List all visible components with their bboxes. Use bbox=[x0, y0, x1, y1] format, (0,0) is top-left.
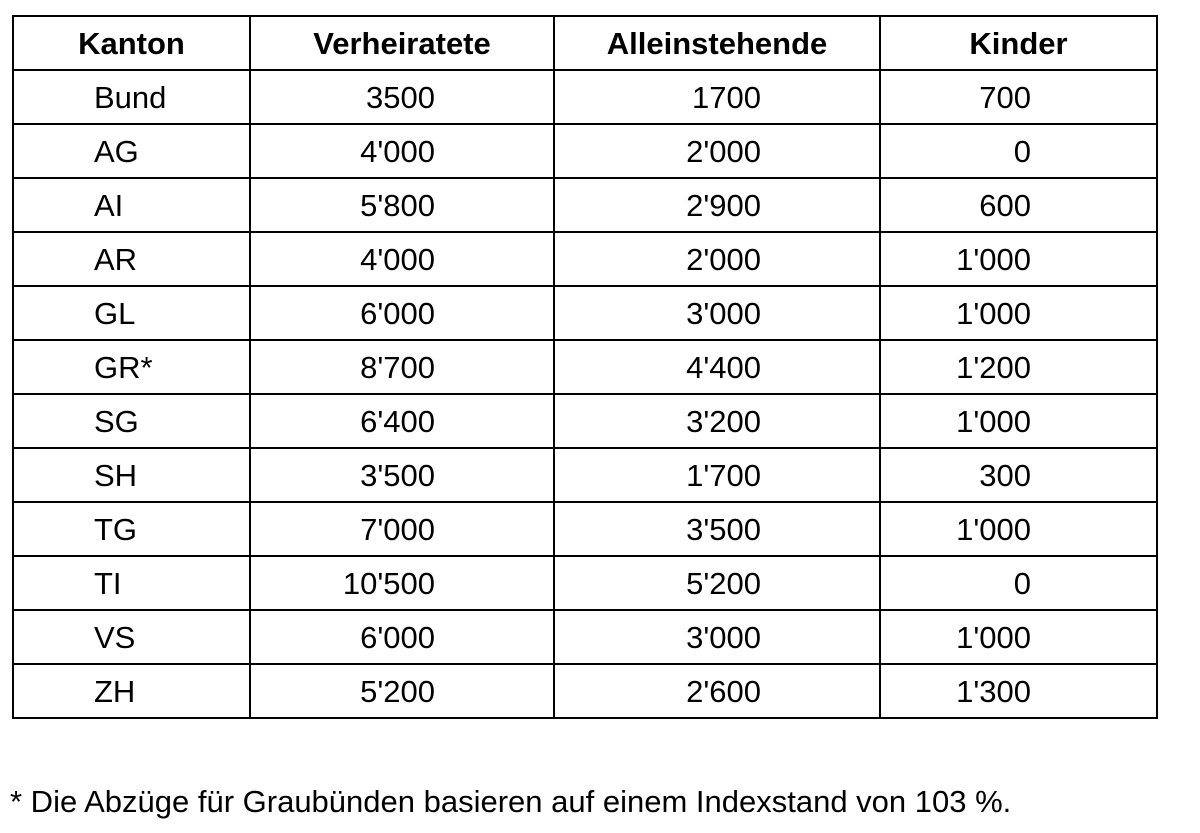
cell-kinder: 1'000 bbox=[880, 394, 1157, 448]
header-verheiratete: Verheiratete bbox=[250, 16, 554, 70]
cell-kanton: SH bbox=[13, 448, 250, 502]
cell-kanton: AR bbox=[13, 232, 250, 286]
cell-kinder: 1'200 bbox=[880, 340, 1157, 394]
cell-kanton: GR* bbox=[13, 340, 250, 394]
cell-alleinstehende: 3'500 bbox=[554, 502, 880, 556]
cell-verheiratete: 10'500 bbox=[250, 556, 554, 610]
deductions-table bbox=[12, 15, 1158, 719]
cell-alleinstehende: 1700 bbox=[554, 70, 880, 124]
cell-verheiratete: 3'500 bbox=[250, 448, 554, 502]
table-row bbox=[13, 232, 1157, 286]
header-kanton: Kanton bbox=[13, 16, 250, 70]
cell-verheiratete: 5'800 bbox=[250, 178, 554, 232]
cell-alleinstehende: 2'900 bbox=[554, 178, 880, 232]
cell-kanton: VS bbox=[13, 610, 250, 664]
cell-kanton: Bund bbox=[13, 70, 250, 124]
cell-kanton: ZH bbox=[13, 664, 250, 718]
cell-kanton: GL bbox=[13, 286, 250, 340]
cell-kinder: 1'000 bbox=[880, 502, 1157, 556]
table-row bbox=[13, 340, 1157, 394]
cell-kinder: 600 bbox=[880, 178, 1157, 232]
cell-verheiratete: 7'000 bbox=[250, 502, 554, 556]
cell-verheiratete: 4'000 bbox=[250, 232, 554, 286]
cell-alleinstehende: 5'200 bbox=[554, 556, 880, 610]
table-row bbox=[13, 556, 1157, 610]
cell-verheiratete: 6'400 bbox=[250, 394, 554, 448]
header-kinder: Kinder bbox=[880, 16, 1157, 70]
cell-verheiratete: 4'000 bbox=[250, 124, 554, 178]
cell-kanton: AI bbox=[13, 178, 250, 232]
cell-verheiratete: 6'000 bbox=[250, 610, 554, 664]
cell-verheiratete: 8'700 bbox=[250, 340, 554, 394]
cell-kinder: 1'000 bbox=[880, 286, 1157, 340]
cell-alleinstehende: 2'000 bbox=[554, 124, 880, 178]
table-row bbox=[13, 70, 1157, 124]
cell-alleinstehende: 3'000 bbox=[554, 610, 880, 664]
cell-kinder: 0 bbox=[880, 124, 1157, 178]
cell-alleinstehende: 2'000 bbox=[554, 232, 880, 286]
cell-kinder: 1'300 bbox=[880, 664, 1157, 718]
table-row bbox=[13, 178, 1157, 232]
cell-verheiratete: 3500 bbox=[250, 70, 554, 124]
cell-kanton: SG bbox=[13, 394, 250, 448]
footnote: * Die Abzüge für Graubünden basieren auf einem Indexstand von 103 %. bbox=[10, 784, 1012, 819]
table-row bbox=[13, 286, 1157, 340]
table-row bbox=[13, 394, 1157, 448]
cell-verheiratete: 5'200 bbox=[250, 664, 554, 718]
cell-kanton: TI bbox=[13, 556, 250, 610]
cell-verheiratete: 6'000 bbox=[250, 286, 554, 340]
cell-alleinstehende: 4'400 bbox=[554, 340, 880, 394]
table-row bbox=[13, 610, 1157, 664]
cell-kinder: 300 bbox=[880, 448, 1157, 502]
table-row bbox=[13, 664, 1157, 718]
cell-kanton: AG bbox=[13, 124, 250, 178]
header-row bbox=[13, 16, 1157, 70]
cell-alleinstehende: 1'700 bbox=[554, 448, 880, 502]
table-row bbox=[13, 124, 1157, 178]
cell-kanton: TG bbox=[13, 502, 250, 556]
header-alleinstehende: Alleinstehende bbox=[554, 16, 880, 70]
cell-alleinstehende: 3'000 bbox=[554, 286, 880, 340]
cell-kinder: 1'000 bbox=[880, 610, 1157, 664]
cell-alleinstehende: 3'200 bbox=[554, 394, 880, 448]
table-row bbox=[13, 448, 1157, 502]
cell-alleinstehende: 2'600 bbox=[554, 664, 880, 718]
cell-kinder: 700 bbox=[880, 70, 1157, 124]
table-row bbox=[13, 502, 1157, 556]
cell-kinder: 0 bbox=[880, 556, 1157, 610]
cell-kinder: 1'000 bbox=[880, 232, 1157, 286]
